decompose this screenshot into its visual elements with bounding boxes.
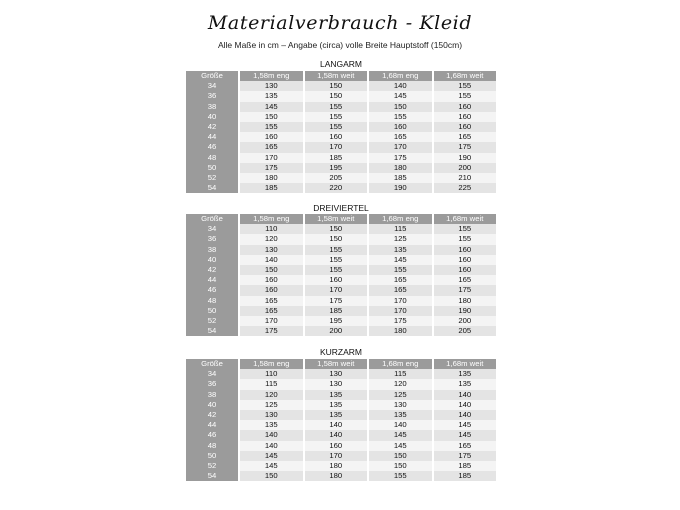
value-cell: 190	[434, 306, 497, 316]
page-title: Materialverbrauch - Kleid	[207, 12, 473, 34]
value-cell: 150	[240, 112, 303, 122]
table-row	[186, 153, 496, 163]
value-cell: 165	[240, 142, 303, 152]
value-cell: 135	[369, 245, 432, 255]
value-cell: 145	[240, 451, 303, 461]
value-cell: 185	[434, 471, 497, 481]
value-cell: 130	[369, 400, 432, 410]
table-row	[186, 400, 496, 410]
value-cell: 170	[305, 285, 368, 295]
value-cell: 135	[369, 410, 432, 420]
value-cell: 155	[305, 112, 368, 122]
value-cell: 145	[240, 461, 303, 471]
table-row	[186, 461, 496, 471]
size-cell: 46	[186, 430, 238, 440]
value-cell: 145	[369, 441, 432, 451]
size-cell: 38	[186, 390, 238, 400]
value-cell: 115	[369, 224, 432, 234]
value-cell: 130	[305, 369, 368, 379]
value-cell: 185	[369, 173, 432, 183]
table-row	[186, 142, 496, 152]
value-cell: 155	[434, 91, 497, 101]
table-row	[186, 285, 496, 295]
value-cell: 145	[369, 91, 432, 101]
size-cell: 50	[186, 306, 238, 316]
table-row	[186, 234, 496, 244]
value-cell: 125	[369, 234, 432, 244]
value-cell: 205	[305, 173, 368, 183]
table-row	[186, 296, 496, 306]
value-cell: 175	[434, 142, 497, 152]
value-cell: 165	[369, 132, 432, 142]
column-header: 1,58m eng	[240, 214, 303, 224]
value-cell: 150	[305, 81, 368, 91]
value-cell: 195	[305, 316, 368, 326]
size-cell: 50	[186, 163, 238, 173]
table-row	[186, 102, 496, 112]
value-cell: 165	[240, 306, 303, 316]
value-cell: 180	[305, 461, 368, 471]
value-cell: 155	[305, 245, 368, 255]
value-cell: 155	[305, 122, 368, 132]
value-cell: 115	[369, 369, 432, 379]
value-cell: 200	[434, 316, 497, 326]
table-row	[186, 326, 496, 336]
value-cell: 165	[240, 296, 303, 306]
value-cell: 150	[305, 224, 368, 234]
column-header: 1,58m eng	[240, 71, 303, 81]
size-cell: 40	[186, 112, 238, 122]
column-header: Größe	[186, 71, 238, 81]
value-cell: 220	[305, 183, 368, 193]
value-cell: 150	[369, 461, 432, 471]
table-row	[186, 471, 496, 481]
value-cell: 140	[434, 400, 497, 410]
value-cell: 135	[240, 420, 303, 430]
size-cell: 46	[186, 142, 238, 152]
value-cell: 175	[369, 316, 432, 326]
value-cell: 145	[369, 430, 432, 440]
value-cell: 155	[369, 471, 432, 481]
value-cell: 135	[434, 369, 497, 379]
value-cell: 150	[305, 234, 368, 244]
value-cell: 135	[305, 410, 368, 420]
value-cell: 155	[434, 234, 497, 244]
value-cell: 135	[434, 379, 497, 389]
value-cell: 150	[305, 91, 368, 101]
value-cell: 140	[434, 390, 497, 400]
table-row	[186, 390, 496, 400]
value-cell: 140	[240, 255, 303, 265]
value-cell: 145	[369, 255, 432, 265]
table-row	[186, 410, 496, 420]
table-header-row	[186, 214, 496, 224]
size-cell: 34	[186, 369, 238, 379]
value-cell: 135	[240, 91, 303, 101]
value-cell: 155	[305, 102, 368, 112]
value-cell: 170	[305, 142, 368, 152]
value-cell: 155	[305, 265, 368, 275]
value-cell: 190	[434, 153, 497, 163]
value-cell: 210	[434, 173, 497, 183]
value-cell: 135	[305, 400, 368, 410]
size-cell: 36	[186, 234, 238, 244]
value-cell: 180	[240, 173, 303, 183]
size-cell: 48	[186, 296, 238, 306]
size-cell: 42	[186, 410, 238, 420]
value-cell: 160	[434, 265, 497, 275]
size-cell: 52	[186, 173, 238, 183]
value-cell: 160	[240, 132, 303, 142]
value-cell: 170	[369, 306, 432, 316]
value-cell: 160	[369, 122, 432, 132]
value-cell: 160	[305, 132, 368, 142]
value-cell: 110	[240, 369, 303, 379]
table-row	[186, 245, 496, 255]
column-header: 1,58m eng	[240, 359, 303, 369]
value-cell: 175	[305, 296, 368, 306]
size-cell: 44	[186, 275, 238, 285]
value-cell: 175	[369, 153, 432, 163]
value-cell: 165	[369, 285, 432, 295]
value-cell: 150	[240, 471, 303, 481]
value-cell: 145	[434, 420, 497, 430]
value-cell: 150	[369, 451, 432, 461]
table-row	[186, 255, 496, 265]
size-cell: 36	[186, 379, 238, 389]
value-cell: 125	[369, 390, 432, 400]
size-cell: 40	[186, 255, 238, 265]
value-cell: 120	[369, 379, 432, 389]
value-cell: 175	[434, 285, 497, 295]
size-cell: 48	[186, 153, 238, 163]
page-subtitle: Alle Maße in cm – Angabe (circa) volle Breite Hauptstoff (150cm)	[217, 40, 463, 50]
column-header: 1,58m weit	[305, 359, 368, 369]
value-cell: 140	[434, 410, 497, 420]
column-header: 1,68m weit	[434, 71, 497, 81]
value-cell: 205	[434, 326, 497, 336]
column-header: 1,68m eng	[369, 71, 432, 81]
value-cell: 155	[434, 81, 497, 91]
table-langarm	[184, 71, 498, 193]
size-cell: 46	[186, 285, 238, 295]
value-cell: 185	[434, 461, 497, 471]
value-cell: 130	[240, 81, 303, 91]
value-cell: 125	[240, 400, 303, 410]
table-dreiviertel	[184, 214, 498, 336]
value-cell: 170	[240, 316, 303, 326]
size-cell: 52	[186, 316, 238, 326]
table-row	[186, 173, 496, 183]
value-cell: 155	[240, 122, 303, 132]
table-row	[186, 316, 496, 326]
value-cell: 225	[434, 183, 497, 193]
size-cell: 54	[186, 471, 238, 481]
value-cell: 150	[369, 102, 432, 112]
value-cell: 165	[434, 132, 497, 142]
value-cell: 160	[240, 285, 303, 295]
table-row	[186, 224, 496, 234]
table-row	[186, 163, 496, 173]
value-cell: 185	[305, 153, 368, 163]
section-heading-kurzarm: KURZARM	[319, 347, 363, 357]
value-cell: 180	[305, 471, 368, 481]
column-header: 1,68m weit	[434, 359, 497, 369]
value-cell: 115	[240, 379, 303, 389]
table-header-row	[186, 71, 496, 81]
size-cell: 54	[186, 183, 238, 193]
value-cell: 175	[240, 163, 303, 173]
value-cell: 160	[434, 122, 497, 132]
table-row	[186, 420, 496, 430]
value-cell: 170	[369, 296, 432, 306]
value-cell: 120	[240, 234, 303, 244]
value-cell: 140	[240, 441, 303, 451]
value-cell: 190	[369, 183, 432, 193]
value-cell: 140	[305, 430, 368, 440]
size-cell: 48	[186, 441, 238, 451]
size-cell: 44	[186, 420, 238, 430]
value-cell: 145	[434, 430, 497, 440]
size-cell: 38	[186, 102, 238, 112]
size-cell: 34	[186, 224, 238, 234]
value-cell: 170	[369, 142, 432, 152]
table-row	[186, 379, 496, 389]
value-cell: 160	[434, 245, 497, 255]
value-cell: 160	[240, 275, 303, 285]
size-cell: 50	[186, 451, 238, 461]
value-cell: 185	[240, 183, 303, 193]
value-cell: 180	[369, 326, 432, 336]
value-cell: 155	[434, 224, 497, 234]
value-cell: 170	[305, 451, 368, 461]
value-cell: 165	[434, 441, 497, 451]
table-row	[186, 91, 496, 101]
value-cell: 160	[434, 255, 497, 265]
size-cell: 40	[186, 400, 238, 410]
section-heading-langarm: LANGARM	[319, 59, 363, 69]
table-row	[186, 183, 496, 193]
value-cell: 130	[240, 245, 303, 255]
value-cell: 160	[305, 441, 368, 451]
size-cell: 54	[186, 326, 238, 336]
value-cell: 170	[240, 153, 303, 163]
size-cell: 42	[186, 265, 238, 275]
value-cell: 175	[240, 326, 303, 336]
table-row	[186, 451, 496, 461]
value-cell: 175	[434, 451, 497, 461]
table-kurzarm	[184, 359, 498, 481]
column-header: 1,68m weit	[434, 214, 497, 224]
table-row	[186, 122, 496, 132]
column-header: 1,58m weit	[305, 71, 368, 81]
value-cell: 195	[305, 163, 368, 173]
table-row	[186, 306, 496, 316]
value-cell: 160	[434, 102, 497, 112]
value-cell: 140	[369, 81, 432, 91]
column-header: 1,58m weit	[305, 214, 368, 224]
table-row	[186, 81, 496, 91]
table-row	[186, 265, 496, 275]
table-row	[186, 441, 496, 451]
value-cell: 135	[305, 390, 368, 400]
size-cell: 44	[186, 132, 238, 142]
value-cell: 200	[305, 326, 368, 336]
column-header: Größe	[186, 214, 238, 224]
value-cell: 110	[240, 224, 303, 234]
table-row	[186, 112, 496, 122]
value-cell: 140	[240, 430, 303, 440]
table-header-row	[186, 359, 496, 369]
size-cell: 42	[186, 122, 238, 132]
value-cell: 130	[240, 410, 303, 420]
value-cell: 200	[434, 163, 497, 173]
value-cell: 160	[434, 112, 497, 122]
table-row	[186, 369, 496, 379]
value-cell: 150	[240, 265, 303, 275]
value-cell: 185	[305, 306, 368, 316]
column-header: 1,68m eng	[369, 359, 432, 369]
column-header: Größe	[186, 359, 238, 369]
size-cell: 38	[186, 245, 238, 255]
value-cell: 145	[240, 102, 303, 112]
column-header: 1,68m eng	[369, 214, 432, 224]
table-row	[186, 430, 496, 440]
value-cell: 155	[369, 112, 432, 122]
table-row	[186, 132, 496, 142]
value-cell: 160	[305, 275, 368, 285]
section-heading-dreiviertel: DREIVIERTEL	[313, 203, 369, 213]
size-cell: 36	[186, 91, 238, 101]
value-cell: 165	[434, 275, 497, 285]
value-cell: 155	[305, 255, 368, 265]
size-cell: 34	[186, 81, 238, 91]
value-cell: 180	[369, 163, 432, 173]
value-cell: 155	[369, 265, 432, 275]
value-cell: 130	[305, 379, 368, 389]
value-cell: 165	[369, 275, 432, 285]
value-cell: 140	[305, 420, 368, 430]
size-cell: 52	[186, 461, 238, 471]
value-cell: 180	[434, 296, 497, 306]
value-cell: 140	[369, 420, 432, 430]
value-cell: 120	[240, 390, 303, 400]
table-row	[186, 275, 496, 285]
